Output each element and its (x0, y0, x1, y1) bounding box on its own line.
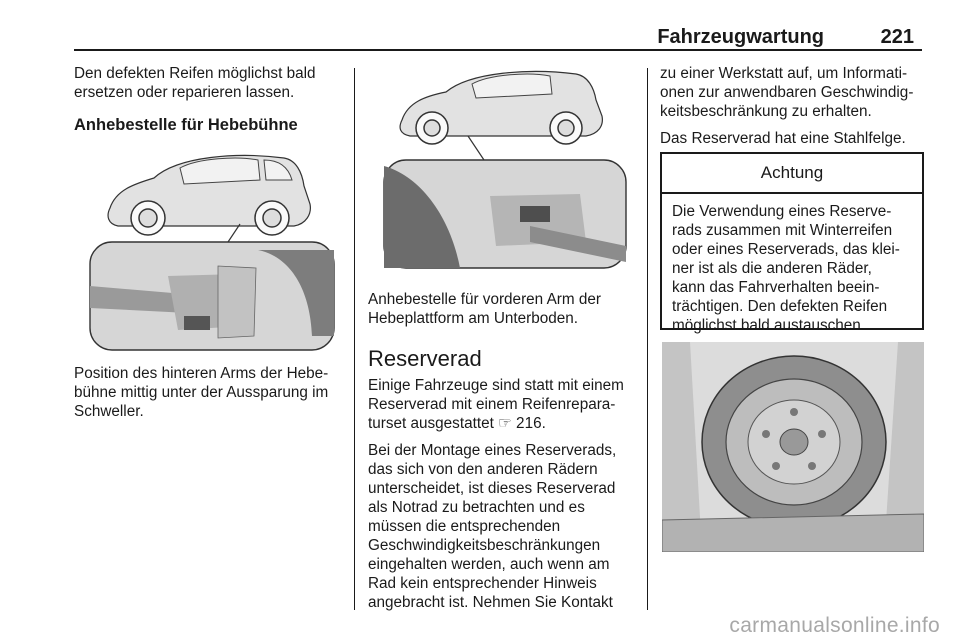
lift-point-heading: Anhebestelle für Hebebühne (74, 116, 298, 134)
running-header-title: Fahrzeugwartung (657, 26, 824, 48)
warning-text: Die Verwendung eines Reserve- rads zusammen mit Winterreifen oder eines Reserverads, das klei- ner ist als die anderen Räder, kann das Fahrverhalten beein- trächtigen. Den defekten Reifen möglichst bald austauschen. (672, 203, 900, 334)
warning-title: Achtung (662, 154, 922, 194)
rear-lift-caption: Position des hinteren Arms der Hebe- bühne mittig unter der Aussparung im Schweller. (74, 365, 329, 420)
spare-wheel-illustration (662, 342, 924, 552)
column-2 (368, 290, 640, 612)
column-3 (660, 64, 928, 148)
column-1 (74, 64, 344, 135)
front-lift-point-illustration (380, 66, 630, 274)
rear-lift-point-illustration (88, 146, 338, 354)
spare-wheel-paragraph-2: Bei der Montage eines Reserverads, das sich von den anderen Rädern unterscheidet, ist dieses Reserverad als Notrad zu betrachten und es müssen die entsprechenden Geschwindigkeitsbeschränkungen eingehalten werden, auch wenn am Rad kein entsprechender Hinweis angebracht ist. Nehmen Sie Kontakt (368, 442, 617, 611)
column-divider-1 (354, 68, 355, 610)
workshop-paragraph: zu einer Werkstatt auf, um Informati- onen zur anwendbaren Geschwindig- keitsbeschränkung zu erhalten. (660, 65, 914, 120)
spare-wheel-paragraph-1: Einige Fahrzeuge sind statt mit einem Reserverad mit einem Reifenrepara- turset ausgestattet ☞ 216. (368, 377, 624, 432)
column-divider-2 (647, 68, 648, 610)
steel-rim-paragraph: Das Reserverad hat eine Stahlfelge. (660, 130, 906, 147)
watermark: carmanualsonline.info (729, 614, 940, 637)
header-rule (74, 49, 922, 51)
warning-box (660, 152, 924, 334)
section-heading-reserverad: Reserverad (368, 346, 482, 371)
front-lift-caption: Anhebestelle für vorderen Arm der Hebeplattform am Unterboden. (368, 291, 601, 327)
intro-paragraph: Den defekten Reifen möglichst bald ersetzen oder reparieren lassen. (74, 65, 316, 101)
page-number: 221 (880, 26, 914, 48)
